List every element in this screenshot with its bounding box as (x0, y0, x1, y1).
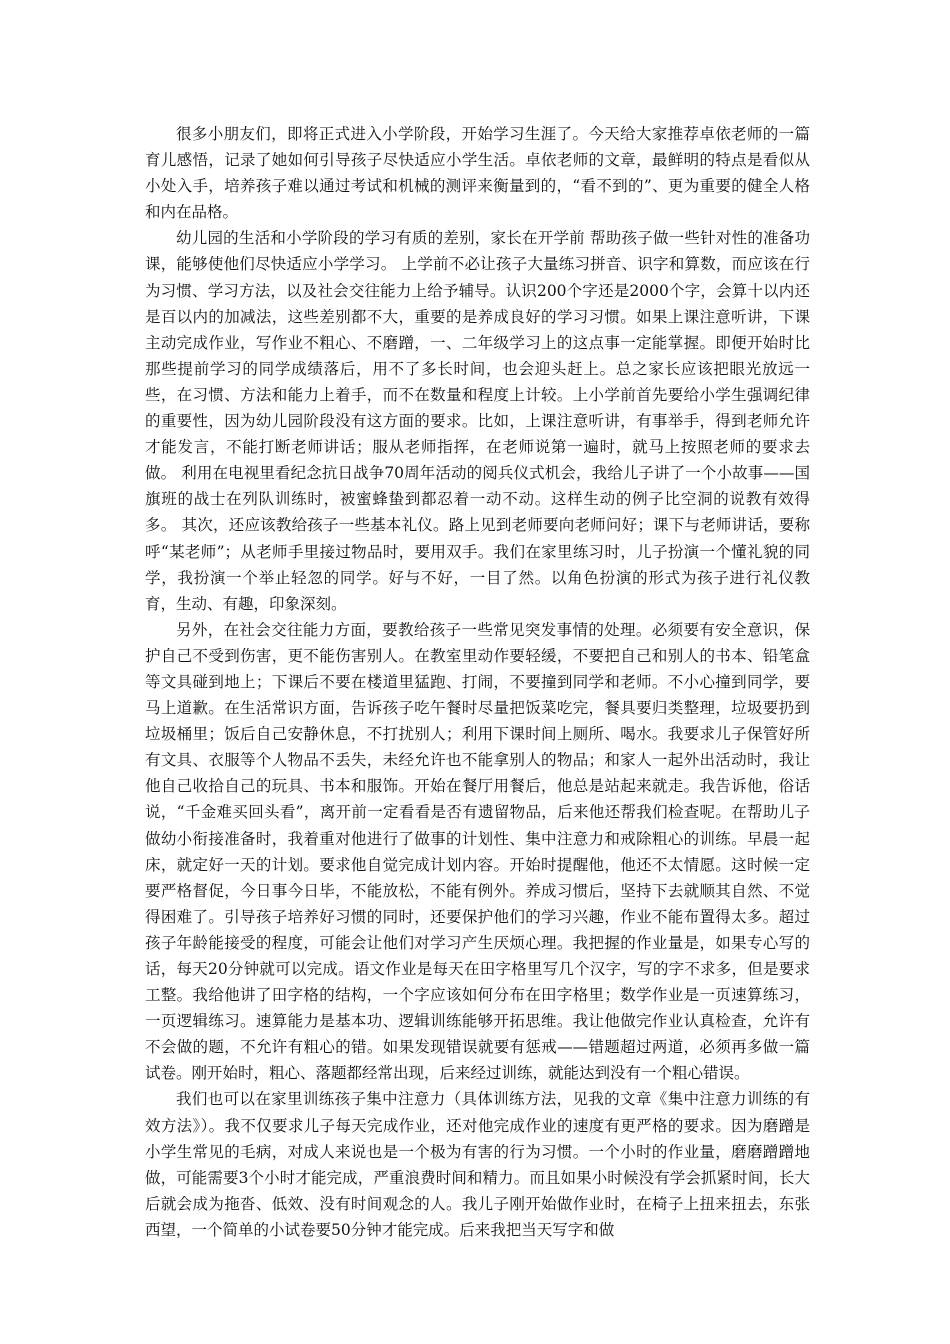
paragraph-intro: 很多小朋友们，即将正式进入小学阶段，开始学习生涯了。今天给大家推荐卓依老师的一篇育儿感悟，记录了她如何引导孩子尽快适应小学生活。卓依老师的文章，最鲜明的特点是看似从小处入手，培养孩子难以通过考试和机械的测评来衡量到的，“看不到的”、更为重要的健全人格和内在品格。 (145, 125, 810, 222)
paragraph-concentration: 我们也可以在家里训练孩子集中注意力（具体训练方法，见我的文章《集中注意力训练的有效方法》）。我不仅要求儿子每天完成作业，还对他完成作业的速度有更严格的要求。因为磨蹭是小学生常见的毛病，对成人来说也是一个极为有害的行为习惯。一个小时的作业量，磨磨蹭蹭地做，可能需要3个小时才能完成，严重浪费时间和精力。而且如果小时候没有学会抓紧时间，长大后就会成为拖沓、低效、没有时间观念的人。我儿子刚开始做作业时，在椅子上扭来扭去，东张西望，一个简单的小试卷要50分钟才能完成。后来我把当天写字和做 (145, 1090, 810, 1239)
paragraph-social-skills: 另外，在社会交往能力方面，要教给孩子一些常见突发事情的处理。必须要有安全意识，保护自己不受到伤害，更不能伤害别人。在教室里动作要轻缓，不要把自己和别人的书本、铅笔盒等文具碰到地上；下课后不要在楼道里猛跑、打闹，不要撞到同学和老师。不小心撞到同学，要马上道歉。在生活常识方面，告诉孩子吃午餐时尽量把饭菜吃完，餐具要归类整理，垃圾要扔到垃圾桶里；饭后自己安静休息，不打扰别人；利用下课时间上厕所、喝水。我要求儿子保管好所有文具、衣服等个人物品不丢失，未经允许也不能拿别人的物品；和家人一起外出活动时，我让他自己收拾自己的玩具、书本和服饰。开始在餐厅用餐后，他总是站起来就走。我告诉他，俗话说，“千金难买回头看”，离开前一定看看是否有遗留物品，后来他还帮我们检查呢。在帮助儿子做幼小衔接准备时，我着重对他进行了做事的计划性、集中注意力和戒除粗心的训练。早晨一起床，就定好一天的计划。要求他自觉完成计划内容。开始时提醒他，他还不太情愿。这时候一定要严格督促，今日事今日毕，不能放松，不能有例外。养成习惯后，坚持下去就顺其自然、不觉得困难了。引导孩子培养好习惯的同时，还要保护他们的学习兴趣，作业不能布置得太多。超过孩子年龄能接受的程度，可能会让他们对学习产生厌烦心理。我把握的作业量是，如果专心写的话，每天20分钟就可以完成。语文作业是每天在田字格里写几个汉字，写的字不求多，但是要求工整。我给他讲了田字格的结构，一个字应该如何分布在田字格里；数学作业是一页速算练习，一页逻辑练习。速算能力是基本功、逻辑训练能够开拓思维。我让他做完作业认真检查，允许有不会做的题，不允许有粗心的错。如果发现错误就要有惩戒——错题超过两道，必须再多做一篇试卷。刚开始时，粗心、落题都经常出现，后来经过训练，就能达到没有一个粗心错误。 (145, 620, 810, 1083)
paragraph-preparation: 幼儿园的生活和小学阶段的学习有质的差别，家长在开学前 帮助孩子做一些针对性的准备功课，能够使他们尽快适应小学学习。 上学前不必让孩子大量练习拼音、识字和算数，而应该在行为习惯、学习方法，以及社会交往能力上给予辅导。认识200个字还是2000个字，会算十以内还是百以内的加减法，这些差别都不大，重要的是养成良好的学习习惯。如果上课注意听讲，下课主动完成作业，写作业不粗心、不磨蹭，一、二年级学习上的这点事一定能掌握。即便开始时比那些提前学习的同学成绩落后，用不了多长时间，也会迎头赶上。总之家长应该把眼光放远一些，在习惯、方法和能力上着手，而不在数量和程度上计较。上小学前首先要给小学生强调纪律的重要性，因为幼儿园阶段没有这方面的要求。比如，上课注意听讲，有事举手，得到老师允许才能发言，不能打断老师讲话；服从老师指挥，在老师说第一遍时，就马上按照老师的要求去做。 利用在电视里看纪念抗日战争70周年活动的阅兵仪式机会，我给儿子讲了一个小故事——国旗班的战士在列队训练时，被蜜蜂蛰到都忍着一动不动。这样生动的例子比空洞的说教有效得多。 其次，还应该教给孩子一些基本礼仪。路上见到老师要向老师问好；课下与老师讲话，要称呼“某老师”；从老师手里接过物品时，要用双手。我们在家里练习时，儿子扮演一个懂礼貌的同学，我扮演一个举止轻忽的同学。好与不好，一目了然。以角色扮演的形式为孩子进行礼仪教育，生动、有趣，印象深刻。 (145, 229, 810, 613)
document-body (145, 121, 810, 1243)
